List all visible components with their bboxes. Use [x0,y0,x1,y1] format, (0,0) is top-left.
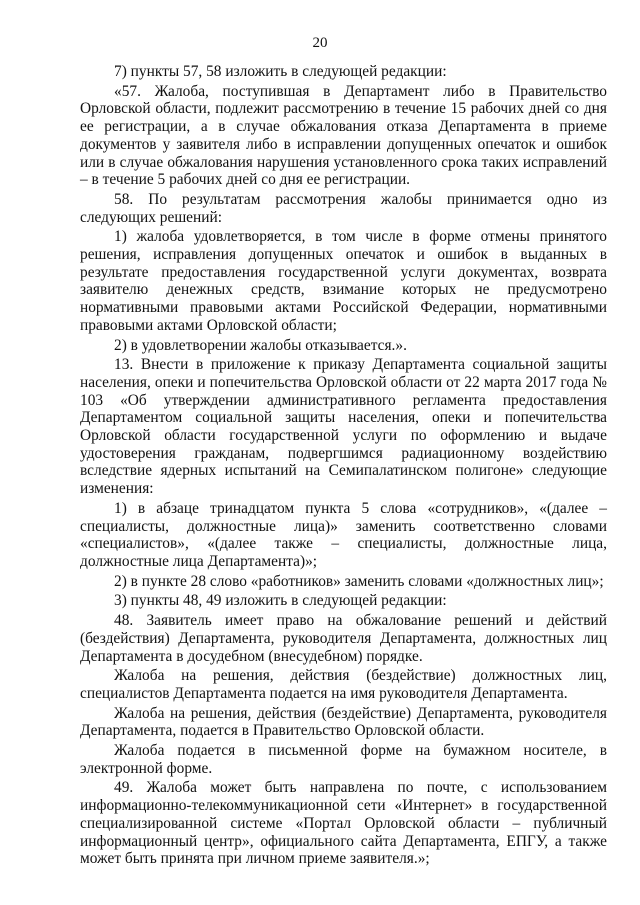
paragraph: 58. По результатам рассмотрения жалобы принимается одно из следующих решений: [80,190,607,226]
paragraph: Жалоба на решения, действия (бездействие) должностных лиц, специалистов Департамента подается на имя руководителя Департамента. [80,667,607,702]
paragraph: Жалоба подается в письменной форме на бумажном носителе, в электронной форме. [80,742,607,777]
paragraph: «57. Жалоба, поступившая в Департамент либо в Правительство Орловской области, подлежит рассмотрению в течение 15 рабочих дней со дня ее регистрации, а в случае обжалования отказа Департамента в приеме документов у заявителя либо в исправлении допущенных опечаток и ошибок или в случае обжалования нарушения установленного срока таких исправлений – в течение 5 рабочих дней со дня ее регистрации. [80,82,607,189]
paragraph: 1) в абзаце тринадцатом пункта 5 слова «сотрудников», «(далее – специалисты, должностные лица)» заменить соответственно словами «специалистов», «(далее также – специалисты, должностные лица, должностные лица Департамента)»; [80,499,607,570]
paragraph: 49. Жалоба может быть направлена по почте, с использованием информационно-телекоммуникационной сети «Интернет» в государственной специализированной системе «Портал Орловской области – публичный информационный центр», официального сайта Департамента, ЕПГУ, а также может быть принята при личном приеме заявителя.»; [80,779,607,868]
paragraph: 3) пункты 48, 49 изложить в следующей редакции: [114,592,447,610]
paragraph: 7) пункты 57, 58 изложить в следующей редакции: [114,63,447,80]
paragraph: 2) в удовлетворении жалобы отказывается.». [114,336,407,354]
paragraph: 48. Заявитель имеет право на обжалование решений и действий (бездействия) Департамента, руководителя Департамента, должностных лиц Департамента в досудебном (внесудебном) порядке. [80,612,607,665]
page-number: 20 [312,35,328,51]
paragraph: 13. Внести в приложение к приказу Департамента социальной защиты населения, опеки и попечительства Орловской области от 22 марта 2017 года № 103 «Об утверждении административного регламента предоставления Департаментом социальной защиты населения, опеки и попечительства Орловской области государственной услуги по оформлению и выдаче удостоверения гражданам, подвергшимся радиационному воздействию вследствие ядерных испытаний на Семипалатинском полигоне» следующие изменения: [80,356,607,498]
paragraph: 2) в пункте 28 слово «работников» заменить словами «должностных лиц»; [114,572,604,590]
paragraph: 1) жалоба удовлетворяется, в том числе в форме отмены принятого решения, исправления допущенных опечаток и ошибок в выданных в результате предоставления государственной услуги документах, возврата заявителю денежных средств, взимание которых не предусмотрено нормативными правовыми актами Российской Федерации, нормативными правовыми актами Орловской области; [80,228,607,334]
paragraph: Жалоба на решения, действия (бездействие) Департамента, руководителя Департамента, подается в Правительство Орловской области. [80,704,607,740]
document-body [80,63,607,870]
